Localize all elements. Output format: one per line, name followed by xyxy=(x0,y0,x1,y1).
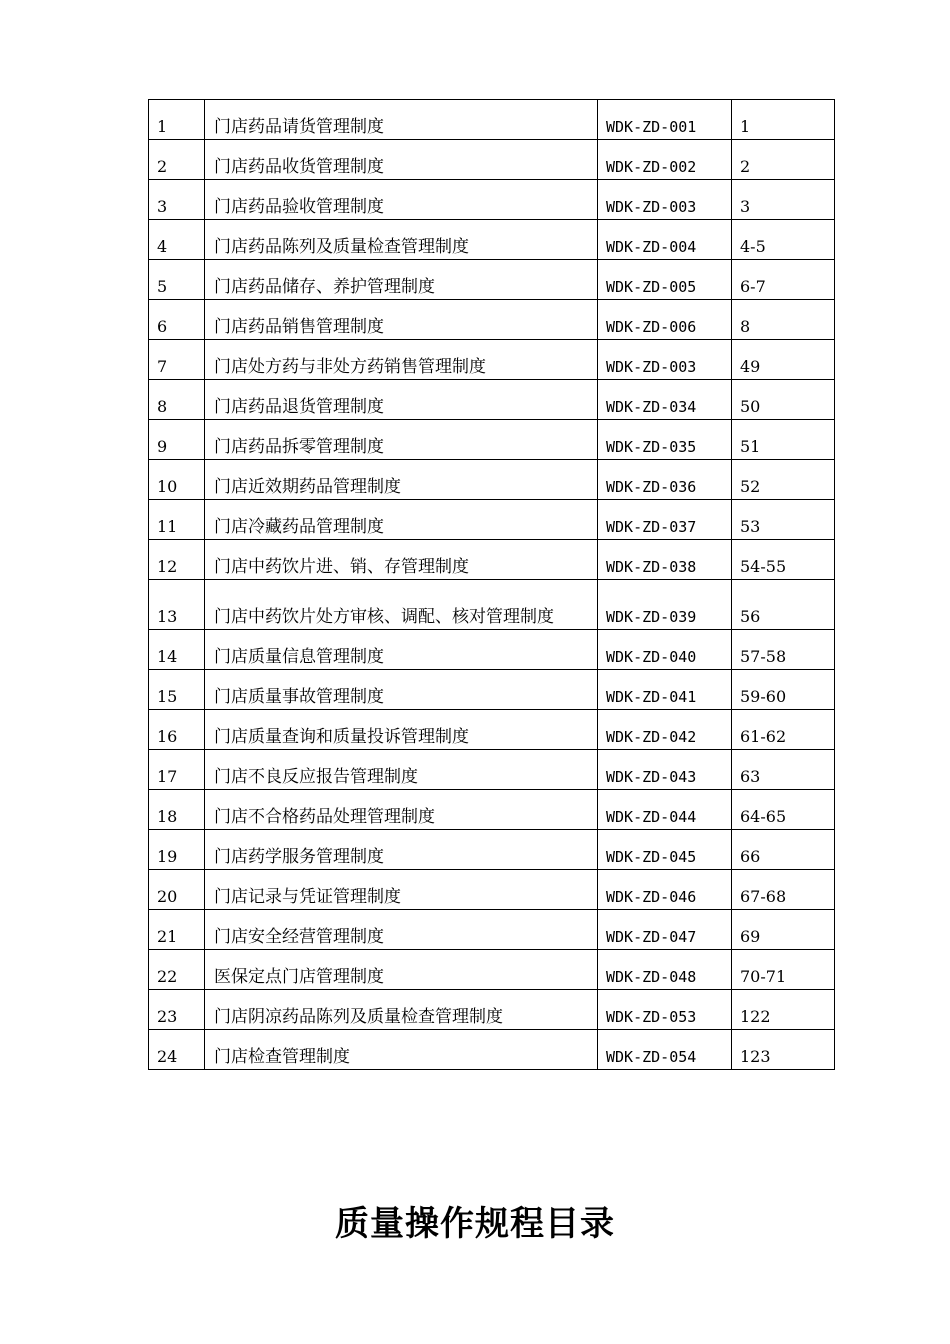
page-range: 6-7 xyxy=(732,260,835,300)
page-range: 61-62 xyxy=(732,710,835,750)
page-range: 50 xyxy=(732,380,835,420)
page-range: 59-60 xyxy=(732,670,835,710)
page-range: 64-65 xyxy=(732,790,835,830)
page-range: 49 xyxy=(732,340,835,380)
table-row xyxy=(149,950,835,990)
document-code: WDK-ZD-040 xyxy=(598,630,732,670)
page-range: 57-58 xyxy=(732,630,835,670)
table-row xyxy=(149,750,835,790)
document-code: WDK-ZD-005 xyxy=(598,260,732,300)
row-number: 10 xyxy=(149,460,205,500)
table-row xyxy=(149,340,835,380)
page-range: 67-68 xyxy=(732,870,835,910)
table-row xyxy=(149,670,835,710)
page-range: 63 xyxy=(732,750,835,790)
table-row xyxy=(149,870,835,910)
document-code: WDK-ZD-045 xyxy=(598,830,732,870)
regulation-title: 门店记录与凭证管理制度 xyxy=(205,870,598,910)
table-row xyxy=(149,460,835,500)
page-range: 51 xyxy=(732,420,835,460)
document-code: WDK-ZD-047 xyxy=(598,910,732,950)
document-code: WDK-ZD-041 xyxy=(598,670,732,710)
document-code: WDK-ZD-001 xyxy=(598,100,732,140)
table-row xyxy=(149,790,835,830)
table-row xyxy=(149,140,835,180)
table-row xyxy=(149,710,835,750)
row-number: 15 xyxy=(149,670,205,710)
row-number: 12 xyxy=(149,540,205,580)
document-code: WDK-ZD-038 xyxy=(598,540,732,580)
row-number: 19 xyxy=(149,830,205,870)
page-range: 53 xyxy=(732,500,835,540)
regulation-title: 门店药品收货管理制度 xyxy=(205,140,598,180)
row-number: 2 xyxy=(149,140,205,180)
document-code: WDK-ZD-037 xyxy=(598,500,732,540)
regulation-title: 门店中药饮片处方审核、调配、核对管理制度 xyxy=(205,580,598,630)
regulation-title: 门店药品验收管理制度 xyxy=(205,180,598,220)
document-code: WDK-ZD-034 xyxy=(598,380,732,420)
row-number: 8 xyxy=(149,380,205,420)
document-code: WDK-ZD-046 xyxy=(598,870,732,910)
table-row xyxy=(149,420,835,460)
table-row xyxy=(149,990,835,1030)
regulation-title: 门店药品陈列及质量检查管理制度 xyxy=(205,220,598,260)
table-row xyxy=(149,540,835,580)
row-number: 23 xyxy=(149,990,205,1030)
regulation-title: 门店药品退货管理制度 xyxy=(205,380,598,420)
row-number: 24 xyxy=(149,1030,205,1070)
section-heading: 质量操作规程目录 xyxy=(335,1204,615,1244)
row-number: 17 xyxy=(149,750,205,790)
table-row xyxy=(149,500,835,540)
document-code: WDK-ZD-003 xyxy=(598,180,732,220)
regulation-title: 门店安全经营管理制度 xyxy=(205,910,598,950)
document-code: WDK-ZD-035 xyxy=(598,420,732,460)
row-number: 14 xyxy=(149,630,205,670)
table-row xyxy=(149,260,835,300)
table-row xyxy=(149,580,835,630)
regulation-title: 门店阴凉药品陈列及质量检查管理制度 xyxy=(205,990,598,1030)
regulation-title: 门店近效期药品管理制度 xyxy=(205,460,598,500)
row-number: 6 xyxy=(149,300,205,340)
regulation-title: 门店药品拆零管理制度 xyxy=(205,420,598,460)
page-range: 52 xyxy=(732,460,835,500)
regulation-title: 门店质量信息管理制度 xyxy=(205,630,598,670)
page-range: 4-5 xyxy=(732,220,835,260)
table-row xyxy=(149,910,835,950)
page-range: 122 xyxy=(732,990,835,1030)
regulation-title: 门店药学服务管理制度 xyxy=(205,830,598,870)
document-code: WDK-ZD-053 xyxy=(598,990,732,1030)
document-code: WDK-ZD-044 xyxy=(598,790,732,830)
document-code: WDK-ZD-006 xyxy=(598,300,732,340)
regulation-title: 门店不合格药品处理管理制度 xyxy=(205,790,598,830)
table-row xyxy=(149,220,835,260)
table-row xyxy=(149,100,835,140)
regulation-title: 门店质量事故管理制度 xyxy=(205,670,598,710)
page-range: 66 xyxy=(732,830,835,870)
regulation-title: 门店质量查询和质量投诉管理制度 xyxy=(205,710,598,750)
regulation-title: 门店不良反应报告管理制度 xyxy=(205,750,598,790)
table-row xyxy=(149,300,835,340)
row-number: 9 xyxy=(149,420,205,460)
page-range: 54-55 xyxy=(732,540,835,580)
regulation-title: 门店药品销售管理制度 xyxy=(205,300,598,340)
row-number: 7 xyxy=(149,340,205,380)
row-number: 4 xyxy=(149,220,205,260)
page-range: 1 xyxy=(732,100,835,140)
row-number: 16 xyxy=(149,710,205,750)
document-code: WDK-ZD-042 xyxy=(598,710,732,750)
document-code: WDK-ZD-043 xyxy=(598,750,732,790)
document-code: WDK-ZD-004 xyxy=(598,220,732,260)
regulation-title: 门店检查管理制度 xyxy=(205,1030,598,1070)
document-code: WDK-ZD-039 xyxy=(598,580,732,630)
regulation-title: 门店药品储存、养护管理制度 xyxy=(205,260,598,300)
row-number: 1 xyxy=(149,100,205,140)
row-number: 11 xyxy=(149,500,205,540)
document-code: WDK-ZD-054 xyxy=(598,1030,732,1070)
row-number: 22 xyxy=(149,950,205,990)
row-number: 13 xyxy=(149,580,205,630)
table-row xyxy=(149,830,835,870)
row-number: 3 xyxy=(149,180,205,220)
row-number: 18 xyxy=(149,790,205,830)
row-number: 5 xyxy=(149,260,205,300)
table-row xyxy=(149,1030,835,1070)
table-row xyxy=(149,630,835,670)
document-code: WDK-ZD-003 xyxy=(598,340,732,380)
regulation-title: 医保定点门店管理制度 xyxy=(205,950,598,990)
table-row xyxy=(149,180,835,220)
page-range: 70-71 xyxy=(732,950,835,990)
page-range: 56 xyxy=(732,580,835,630)
document-code: WDK-ZD-002 xyxy=(598,140,732,180)
document-code: WDK-ZD-048 xyxy=(598,950,732,990)
page-range: 3 xyxy=(732,180,835,220)
toc-table xyxy=(148,99,835,1070)
toc-table-body xyxy=(149,100,835,1070)
regulation-title: 门店中药饮片进、销、存管理制度 xyxy=(205,540,598,580)
page-range: 2 xyxy=(732,140,835,180)
page-range: 8 xyxy=(732,300,835,340)
document-code: WDK-ZD-036 xyxy=(598,460,732,500)
table-row xyxy=(149,380,835,420)
regulation-title: 门店药品请货管理制度 xyxy=(205,100,598,140)
regulation-title: 门店处方药与非处方药销售管理制度 xyxy=(205,340,598,380)
row-number: 20 xyxy=(149,870,205,910)
page-range: 69 xyxy=(732,910,835,950)
regulation-title: 门店冷藏药品管理制度 xyxy=(205,500,598,540)
row-number: 21 xyxy=(149,910,205,950)
page-range: 123 xyxy=(732,1030,835,1070)
